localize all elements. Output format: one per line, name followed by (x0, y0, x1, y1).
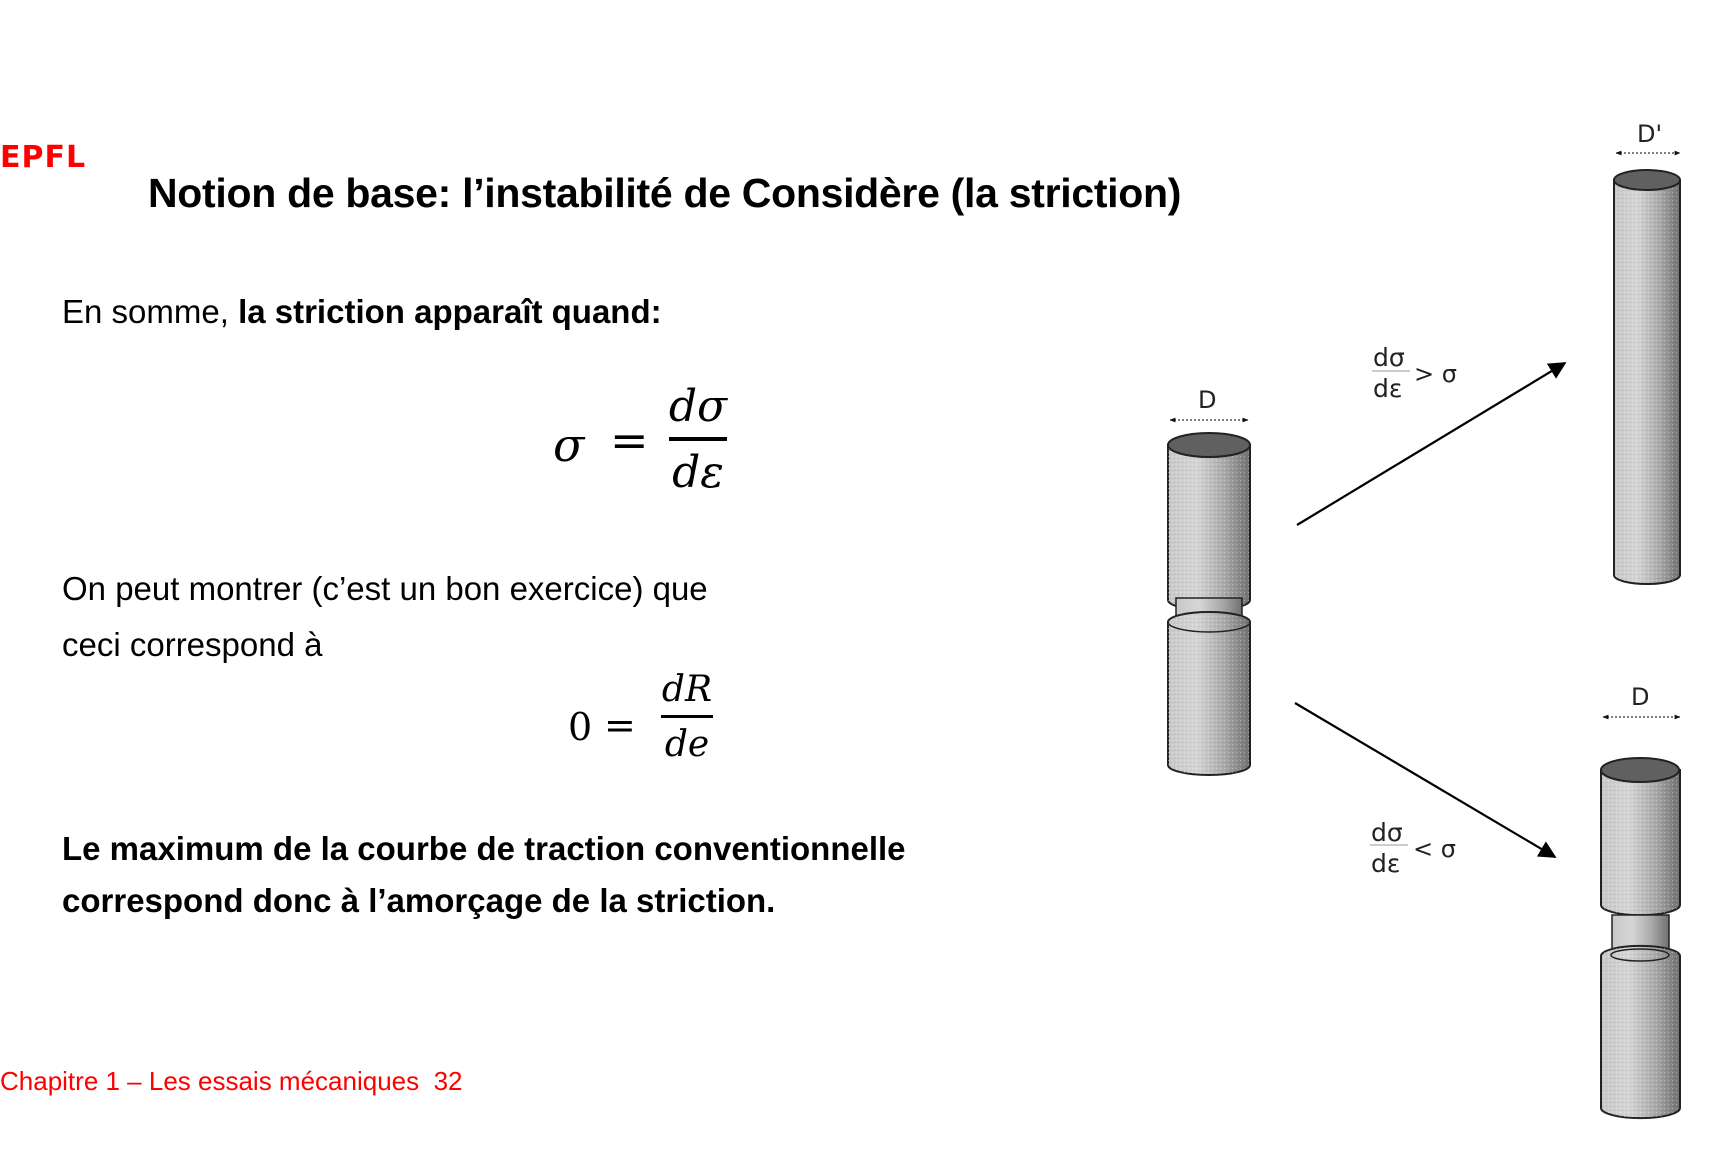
lower-numerator: dσ (1371, 818, 1403, 847)
lower-relation: < σ (1413, 835, 1456, 863)
intro-prefix: En somme, (62, 293, 239, 330)
upper-numerator: dσ (1373, 343, 1405, 372)
uniform-elongation-specimen-icon (1614, 153, 1680, 584)
initial-specimen-icon (1168, 420, 1250, 775)
eq2-denominator: de (664, 724, 710, 765)
necking-branch-arrow-icon (1295, 703, 1555, 857)
eq1-lhs: σ (553, 418, 585, 472)
paragraph-line-2: ceci correspond à (62, 626, 323, 663)
necked-specimen-icon (1601, 717, 1680, 1118)
intro-bold: la striction apparaît quand: (238, 293, 662, 330)
upper-denominator: dε (1373, 374, 1403, 403)
eq1-numerator: dσ (668, 381, 728, 432)
footer-chapter: Chapitre 1 – Les essais mécaniques (0, 1066, 420, 1096)
conclusion-line-2: correspond donc à l’amorçage de la striction. (62, 882, 776, 919)
necked-diameter-label: D (1631, 683, 1650, 711)
slide-title: Notion de base: l’instabilité de Considère (la striction) (148, 170, 1182, 216)
elongated-diameter-label: D' (1637, 120, 1663, 148)
initial-diameter-label: D (1198, 386, 1217, 414)
eq1-denominator: dε (672, 447, 724, 498)
conclusion-line-1: Le maximum de la courbe de traction conventionnelle (62, 830, 906, 867)
eq2-equals: = (604, 703, 636, 747)
epfl-logo: EPFL (0, 140, 87, 175)
lower-denominator: dε (1371, 849, 1401, 878)
eq2-numerator: dR (661, 669, 713, 710)
eq1-equals: = (610, 413, 649, 467)
paragraph-line-1: On peut montrer (c’est un bon exercice) que (62, 570, 708, 607)
upper-relation: > σ (1414, 360, 1457, 388)
page-number: 32 (433, 1066, 463, 1096)
eq2-lhs: 0 (568, 705, 593, 749)
